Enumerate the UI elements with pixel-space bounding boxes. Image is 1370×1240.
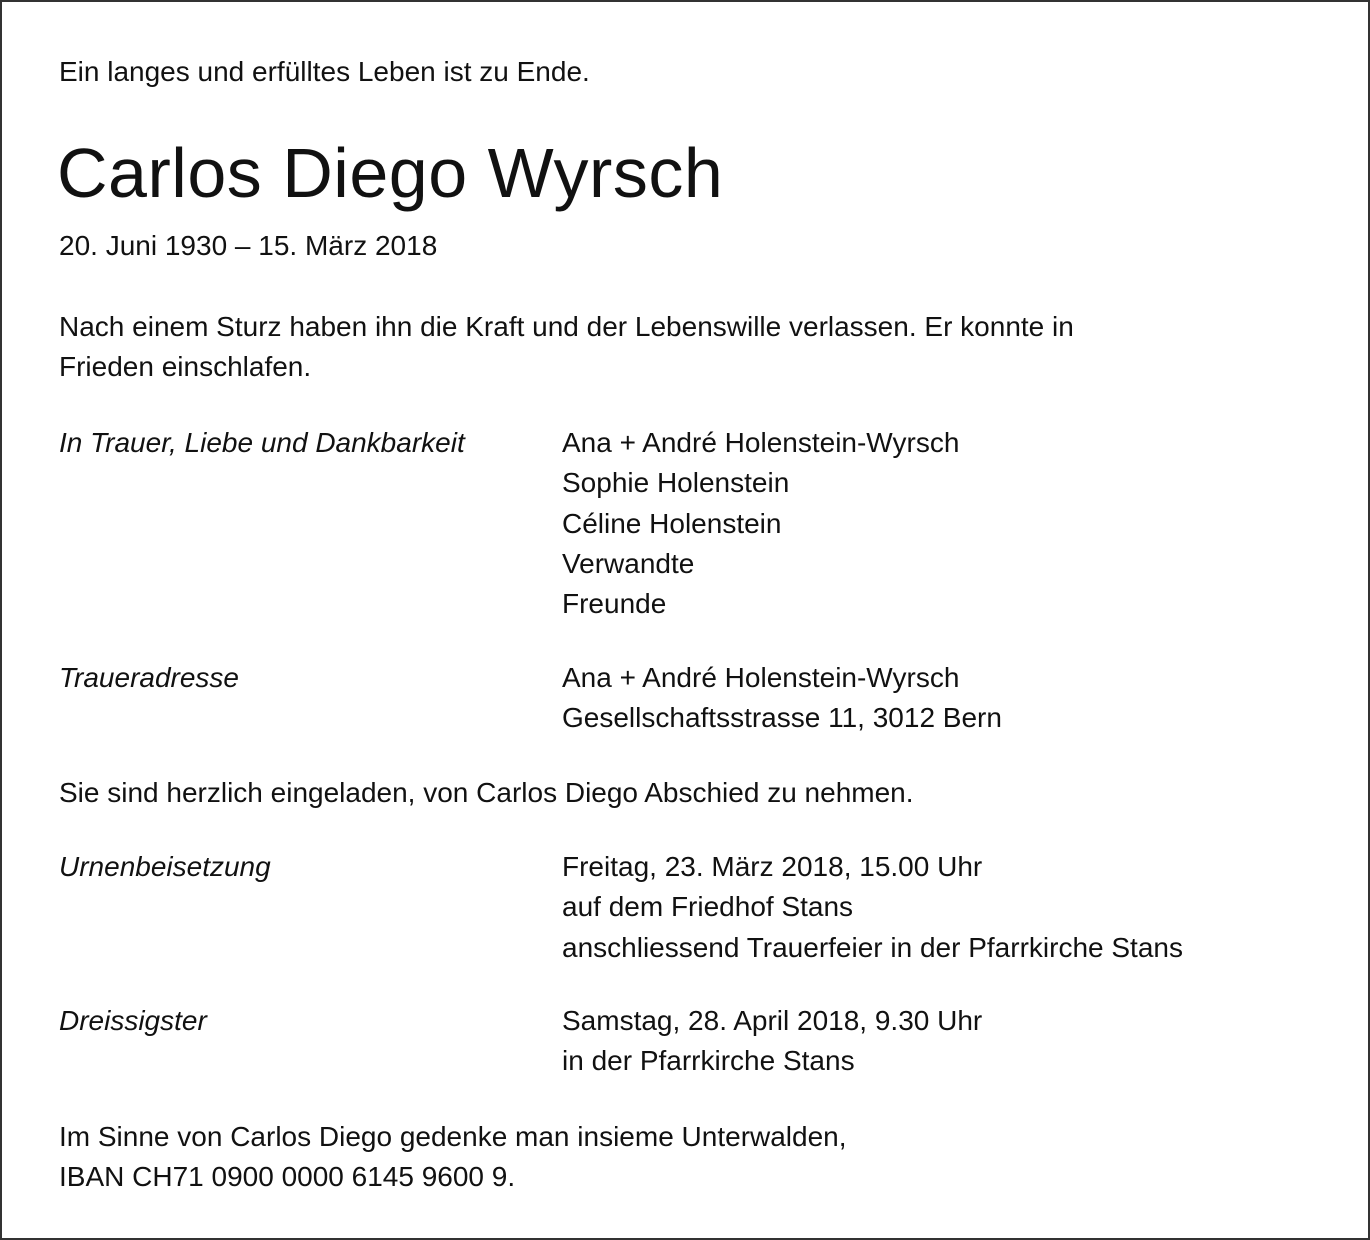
- life-dates: 20. Juni 1930 – 15. März 2018: [59, 230, 438, 261]
- address-label: Traueradresse: [59, 662, 240, 693]
- burial-details: [562, 847, 1183, 968]
- mourner-name: Ana + André Holenstein-Wyrsch: [562, 427, 960, 458]
- farewell-paragraph: [59, 307, 1074, 387]
- burial-label: Urnenbeisetzung: [59, 851, 271, 882]
- address-line: Ana + André Holenstein-Wyrsch: [562, 662, 960, 693]
- thirtieth-line: Samstag, 28. April 2018, 9.30 Uhr: [562, 1005, 983, 1036]
- mourner-name: Sophie Holenstein: [562, 467, 790, 499]
- donation-note: [59, 1117, 847, 1197]
- paragraph-line: Nach einem Sturz haben ihn die Kraft und der Lebenswille verlassen. Er konnte in: [59, 311, 1074, 342]
- mourners-list: [562, 423, 959, 624]
- burial-line: anschliessend Trauerfeier in der Pfarrkirche Stans: [562, 931, 1183, 963]
- thirtieth-details: [562, 1001, 982, 1082]
- mourner-name: Freunde: [562, 588, 667, 620]
- burial-line: Freitag, 23. März 2018, 15.00 Uhr: [562, 851, 983, 882]
- address-lines: [562, 658, 1002, 739]
- burial-line: auf dem Friedhof Stans: [562, 891, 854, 923]
- address-line: Gesellschaftsstrasse 11, 3012 Bern: [562, 702, 1002, 734]
- paragraph-line: Frieden einschlafen.: [59, 351, 312, 382]
- thirtieth-line: in der Pfarrkirche Stans: [562, 1045, 855, 1077]
- mourners-label: In Trauer, Liebe und Dankbarkeit: [59, 427, 465, 458]
- thirtieth-label: Dreissigster: [59, 1005, 207, 1036]
- donation-line: Im Sinne von Carlos Diego gedenke man insieme Unterwalden,: [59, 1121, 847, 1152]
- donation-iban: IBAN CH71 0900 0000 6145 9600 9.: [59, 1161, 516, 1192]
- mourner-name: Céline Holenstein: [562, 507, 782, 539]
- deceased-name: Carlos Diego Wyrsch: [57, 134, 724, 212]
- mourner-name: Verwandte: [562, 547, 695, 579]
- intro-line: Ein langes und erfülltes Leben ist zu Ende.: [59, 56, 590, 87]
- invitation-line: Sie sind herzlich eingeladen, von Carlos Diego Abschied zu nehmen.: [59, 777, 914, 808]
